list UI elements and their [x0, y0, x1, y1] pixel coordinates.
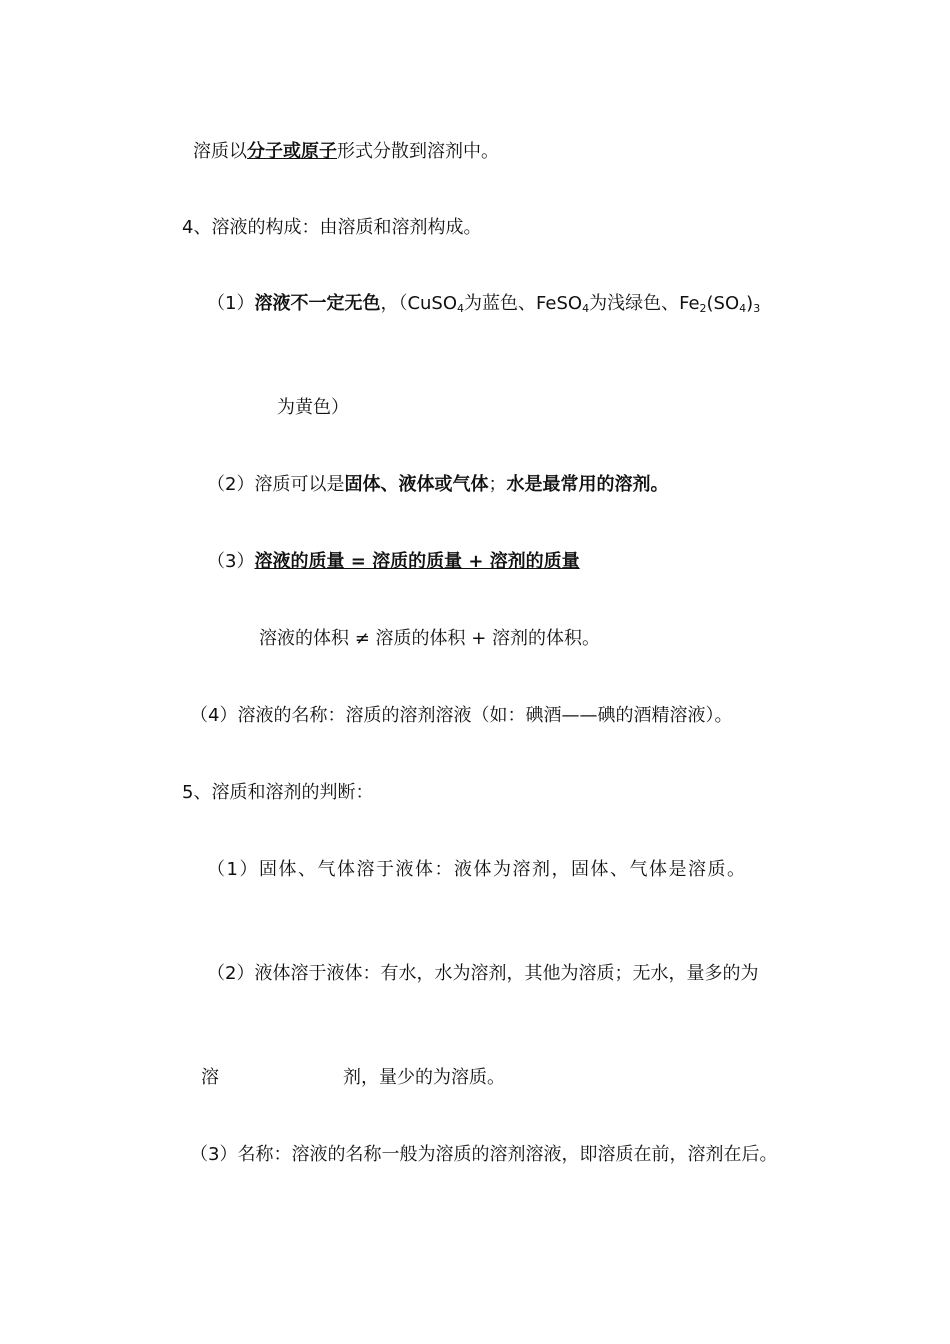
text: 为浅绿色、Fe: [589, 293, 700, 314]
line-solute-dispersion: [193, 140, 499, 164]
heading-5-judgement: 5、溶质和溶剂的判断：: [182, 782, 374, 803]
judgement-item-3: （3）名称：溶液的名称一般为溶质的溶剂溶液，即溶质在前，溶剂在后。: [190, 1144, 778, 1165]
heading-4-solution-composition: 4、溶液的构成：由溶质和溶剂构成。: [182, 217, 482, 238]
item-1-color: [207, 292, 760, 321]
emphasis-underlined: 分子或原子: [247, 141, 337, 162]
text: （1）: [207, 293, 255, 314]
text: 为蓝色、FeSO: [464, 293, 583, 314]
emphasis: 溶液不一定无色: [254, 293, 381, 314]
item-4-naming: （4）溶液的名称：溶质的溶剂溶液（如：碘酒——碘的酒精溶液）。: [190, 705, 733, 726]
text: (SO: [706, 293, 740, 314]
text: （2）溶质可以是: [207, 474, 345, 495]
text: ): [746, 293, 754, 314]
text: 剂，量少的为溶质。: [343, 1067, 505, 1088]
emphasis: 水是最常用的溶剂。: [506, 474, 669, 495]
subscript: 3: [753, 302, 761, 315]
item-1-continuation: 为黄色）: [277, 397, 349, 418]
item-3-mass: [207, 550, 580, 574]
judgement-item-2-continuation: [201, 1066, 505, 1090]
subscript: 4: [457, 302, 465, 315]
subscript: 4: [739, 302, 747, 315]
subscript: 2: [699, 302, 707, 315]
text: 溶: [201, 1067, 219, 1088]
text: ，（CuSO: [380, 293, 458, 314]
emphasis-underlined: 溶液的质量 = 溶质的质量 + 溶剂的质量: [254, 551, 580, 572]
text: （3）: [207, 551, 255, 572]
text: ；: [488, 474, 507, 495]
text: 溶质以: [193, 141, 247, 162]
subscript: 4: [582, 302, 590, 315]
text: 形式分散到溶剂中。: [337, 141, 499, 162]
judgement-item-2: （2）液体溶于液体：有水，水为溶剂，其他为溶质；无水，量多的为: [207, 963, 759, 984]
judgement-item-1: （1）固体、气体溶于液体：液体为溶剂，固体、气体是溶质。: [207, 859, 747, 880]
volume-note: 溶液的体积 ≠ 溶质的体积 + 溶剂的体积。: [259, 628, 601, 649]
emphasis: 固体、液体或气体: [344, 474, 489, 495]
item-2-solute-states: [207, 473, 668, 497]
